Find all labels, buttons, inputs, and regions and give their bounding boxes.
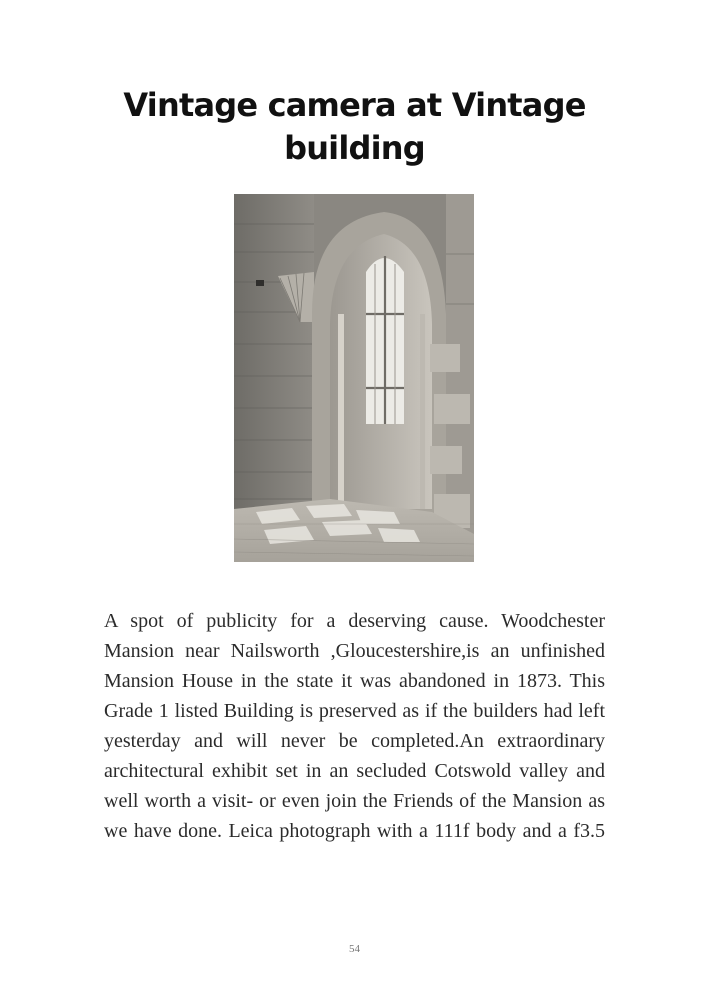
page-title: Vintage camera at Vintage building <box>123 86 586 167</box>
page-number: 54 <box>349 943 360 955</box>
body-paragraph: A spot of publicity for a deserving cause. Woodchester Mansion near Nailsworth ,Gloucestershire,is an unfinished Mansion House in the state it was abandoned in 1873. This Grade 1 listed Building is preserved as if the builders had left yesterday and will never be completed.An extraordinary architectural exhibit set in an secluded Cotswold valley and well worth a visit- or even join the Friends of the Mansion as we have done. Leica photograph with a 111f body and a f3.5 <box>104 610 605 842</box>
building-interior-photo <box>234 194 474 562</box>
